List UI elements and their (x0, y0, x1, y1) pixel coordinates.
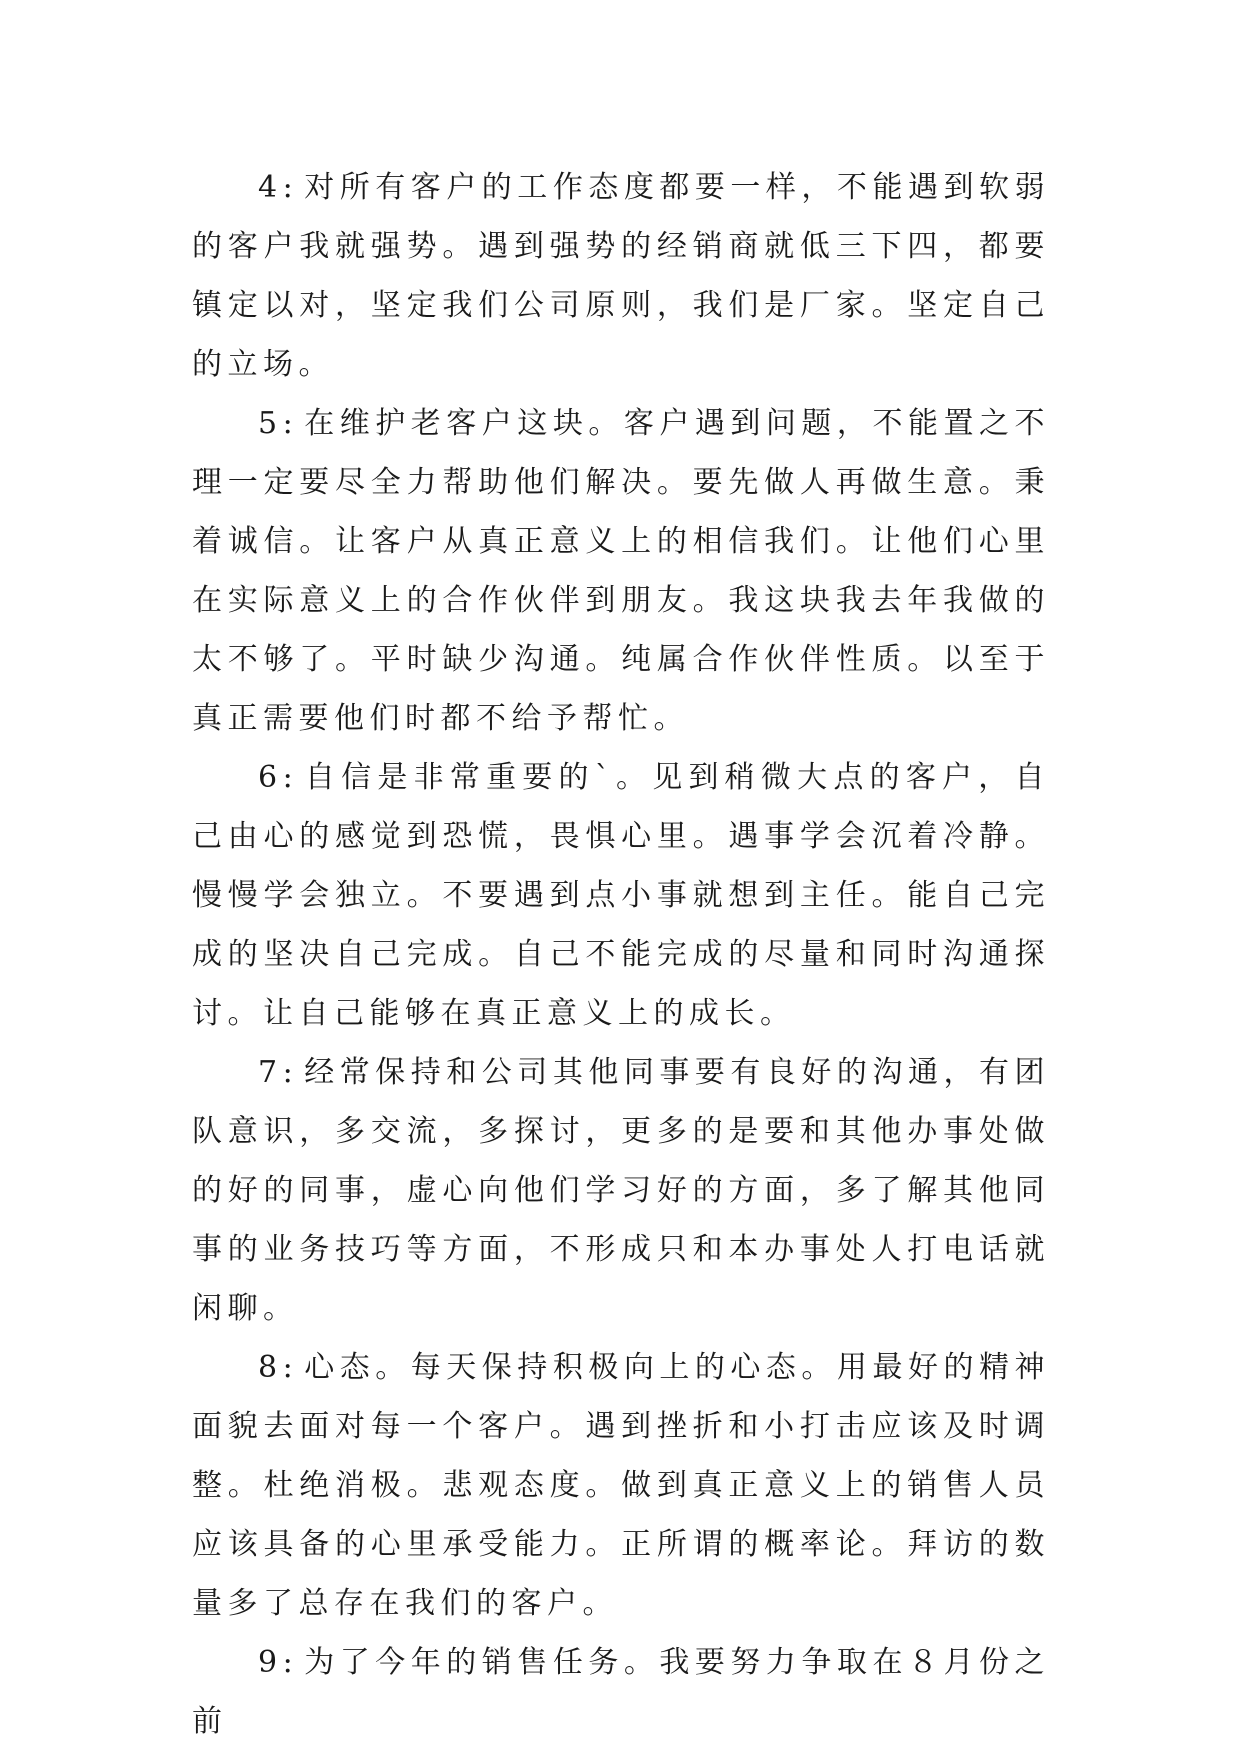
paragraph-number: 7: (258, 1055, 299, 1090)
paragraph-4 (192, 158, 1050, 394)
paragraph-9 (192, 1633, 1050, 1751)
paragraph-text: 对所有客户的工作态度都要一样，不能遇到软弱的客户我就强势。遇到强势的经销商就低三下四，都要镇定以对，坚定我们公司原则，我们是厂家。坚定自己的立场。 (192, 170, 1050, 382)
paragraph-number: 6: (258, 760, 299, 795)
paragraph-text: 在维护老客户这块。客户遇到问题，不能置之不理一定要尽全力帮助他们解决。要先做人再做生意。秉着诚信。让客户从真正意义上的相信我们。让他们心里在实际意义上的合作伙伴到朋友。我这块我去年我做的太不够了。平时缺少沟通。纯属合作伙伴性质。以至于真正需要他们时都不给予帮忙。 (192, 406, 1050, 736)
paragraph-number: 9: (258, 1645, 299, 1680)
paragraph-number: 8: (258, 1350, 299, 1385)
paragraph-text: 经常保持和公司其他同事要有良好的沟通，有团队意识，多交流，多探讨，更多的是要和其他办事处做的好的同事，虚心向他们学习好的方面，多了解其他同事的业务技巧等方面，不形成只和本办事处人打电话就闲聊。 (192, 1055, 1050, 1326)
paragraph-text: 自信是非常重要的`。见到稍微大点的客户，自己由心的感觉到恐慌，畏惧心里。遇事学会沉着冷静。慢慢学会独立。不要遇到点小事就想到主任。能自己完成的坚决自己完成。自己不能完成的尽量和同时沟通探讨。让自己能够在真正意义上的成长。 (192, 760, 1050, 1031)
paragraph-5 (192, 394, 1050, 748)
paragraph-8 (192, 1338, 1050, 1633)
paragraph-7 (192, 1043, 1050, 1338)
paragraph-6 (192, 748, 1050, 1043)
paragraph-text: 为了今年的销售任务。我要努力争取在８月份之前 (192, 1645, 1050, 1739)
paragraph-text: 心态。每天保持积极向上的心态。用最好的精神面貌去面对每一个客户。遇到挫折和小打击应该及时调整。杜绝消极。悲观态度。做到真正意义上的销售人员应该具备的心里承受能力。正所谓的概率论。拜访的数量多了总存在我们的客户。 (192, 1350, 1050, 1621)
paragraph-number: 5: (258, 406, 299, 441)
document-body (192, 158, 1050, 1751)
paragraph-number: 4: (258, 170, 299, 205)
